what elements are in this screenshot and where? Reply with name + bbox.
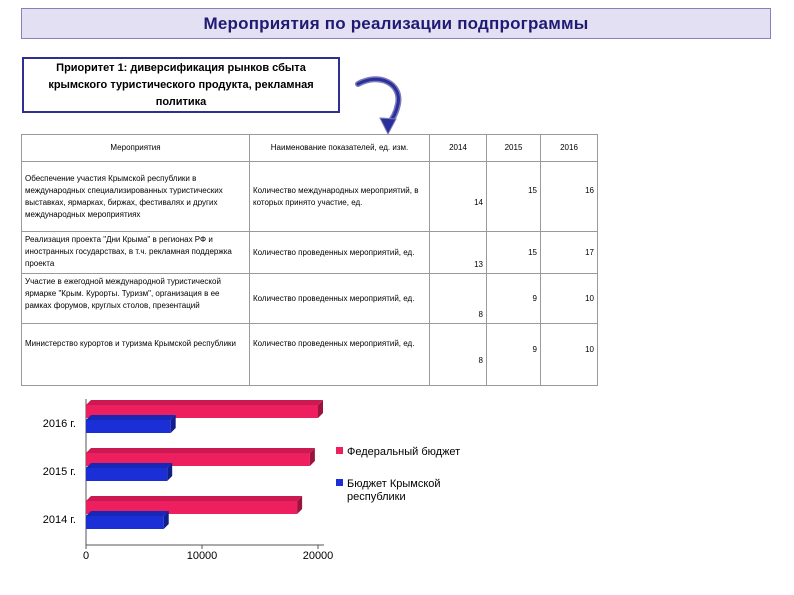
bar	[86, 516, 164, 529]
row-indicator: Количество проведенных мероприятий, ед.	[250, 324, 430, 386]
row-value-2016: 10	[541, 324, 598, 386]
legend-label: Бюджет Крымской	[347, 478, 441, 490]
bar-top	[86, 463, 172, 468]
row-activity: Обеспечение участия Крымской республики в международных специализированных туристических выставках, ярмарках, биржах, фестивалях и других международных мероприятиях	[22, 162, 250, 232]
row-value-2015: 9	[487, 274, 541, 324]
title-bar	[21, 8, 771, 39]
row-indicator: Количество международных мероприятий, в которых принято участие, ед.	[250, 162, 430, 232]
row-activity: Реализация проекта "Дни Крыма" в регионах РФ и иностранных государствах, в т.ч. рекламная поддержка проекта	[22, 232, 250, 274]
row-activity: Участие в ежегодной международной туристической ярмарке "Крым. Курорты. Туризм", организация в ее рамках форумов, круглых столов, презентаций	[22, 274, 250, 324]
row-value-2014: 8	[430, 324, 487, 386]
legend-swatch	[336, 447, 343, 454]
row-value-2014: 8	[430, 274, 487, 324]
bar-top	[86, 511, 169, 516]
header-2014: 2014	[430, 135, 487, 162]
bar-top	[86, 448, 315, 453]
row-value-2016: 10	[541, 274, 598, 324]
budget-bar-chart	[0, 395, 794, 595]
row-value-2016: 17	[541, 232, 598, 274]
row-value-2015: 15	[487, 232, 541, 274]
bar-top	[86, 496, 302, 501]
header-2016: 2016	[541, 135, 598, 162]
x-tick-label: 0	[82, 550, 90, 562]
row-value-2014: 14	[430, 162, 487, 232]
header-indicator: Наименование показателей, ед. изм.	[250, 135, 430, 162]
row-indicator: Количество проведенных мероприятий, ед.	[250, 232, 430, 274]
priority-box	[22, 57, 340, 113]
header-activity: Мероприятия	[22, 135, 250, 162]
table-row	[22, 232, 598, 274]
row-indicator: Количество проведенных мероприятий, ед.	[250, 274, 430, 324]
priority-text: Приоритет 1: диверсификация рынков сбыта крымского туристического продукта, рекламная политика	[48, 61, 314, 108]
indicators-table	[21, 134, 598, 386]
category-label: 2014 г.	[42, 514, 76, 526]
row-activity: Министерство курортов и туризма Крымской республики	[22, 324, 250, 386]
table-row	[22, 324, 598, 386]
page-title: Мероприятия по реализации подпрограммы	[203, 13, 589, 33]
bar	[86, 420, 171, 433]
legend-label: республики	[347, 491, 406, 503]
x-tick-label: 10000	[186, 550, 218, 562]
category-label: 2016 г.	[42, 418, 76, 430]
table-row	[22, 162, 598, 232]
x-tick-label: 20000	[302, 550, 334, 562]
legend-label: Федеральный бюджет	[347, 446, 461, 458]
header-2015: 2015	[487, 135, 541, 162]
row-value-2015: 15	[487, 162, 541, 232]
category-label: 2015 г.	[42, 466, 76, 478]
row-value-2014: 13	[430, 232, 487, 274]
bar-top	[86, 400, 323, 405]
bar	[86, 468, 167, 481]
row-value-2015: 9	[487, 324, 541, 386]
curved-arrow-icon	[350, 74, 410, 136]
bar-top	[86, 415, 176, 420]
row-value-2016: 16	[541, 162, 598, 232]
table-row	[22, 274, 598, 324]
legend-swatch	[336, 479, 343, 486]
table-header-row	[22, 135, 598, 162]
